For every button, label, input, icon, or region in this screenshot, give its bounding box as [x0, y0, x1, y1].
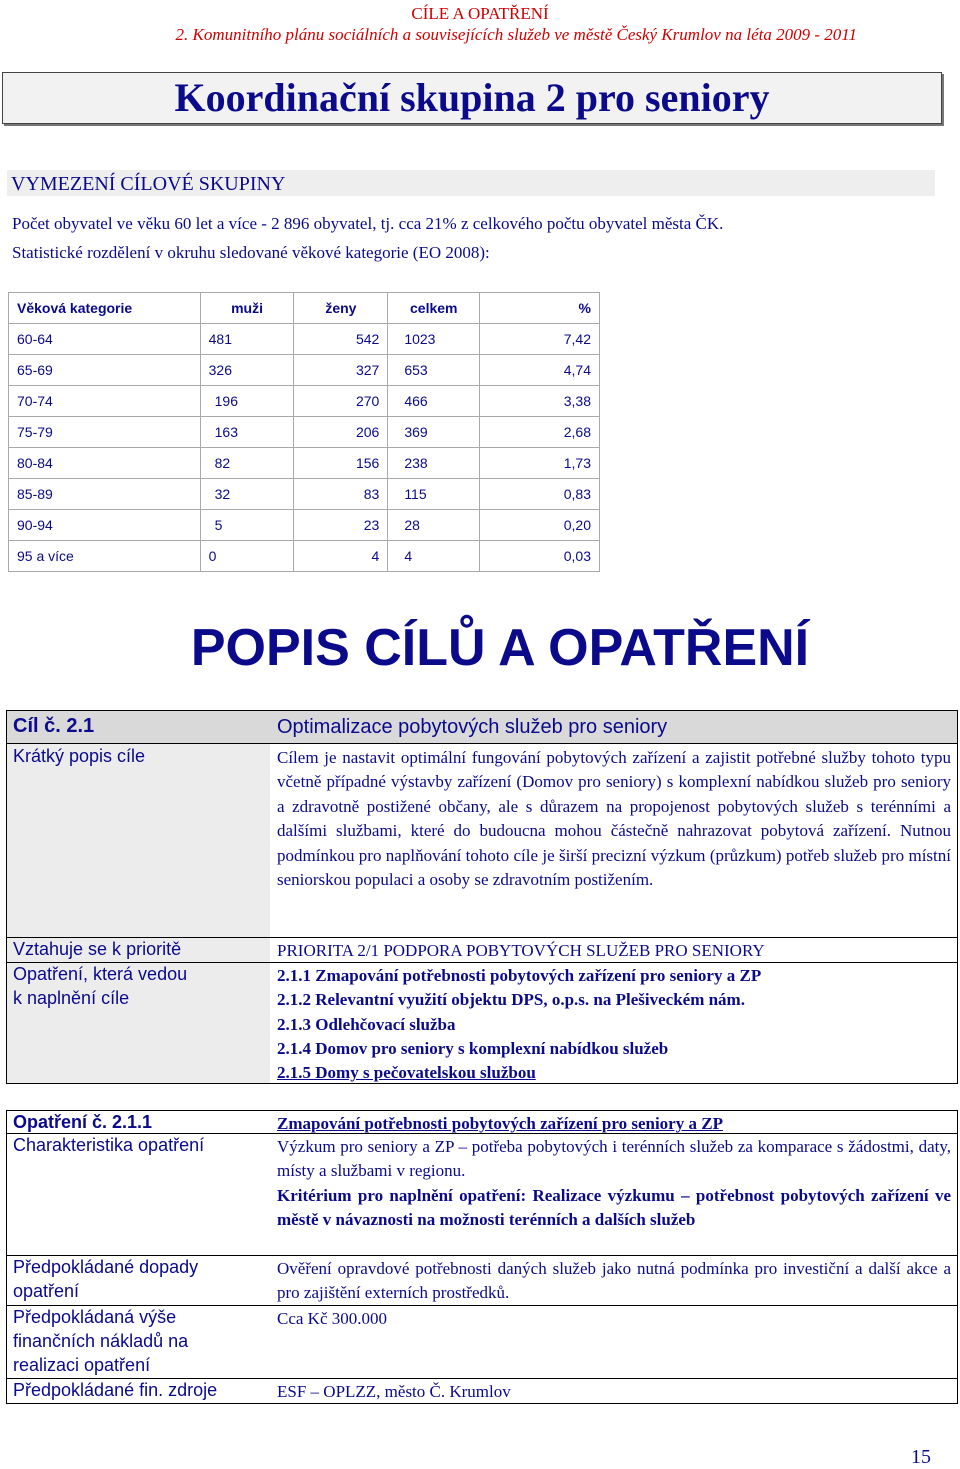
impact-label-1: Předpokládané dopady: [13, 1257, 199, 1277]
source-value: ESF – OPLZZ, město Č. Krumlov: [277, 1382, 511, 1401]
divider: [7, 937, 957, 938]
cell: 85-89: [9, 479, 201, 510]
cell: 206: [294, 417, 388, 448]
table-row: [9, 448, 600, 479]
header-women: ženy: [294, 293, 388, 324]
table-header-row: [9, 293, 600, 324]
cell: 82: [200, 448, 294, 479]
table-row: [9, 510, 600, 541]
cell: 0: [200, 541, 294, 572]
cell: 4: [294, 541, 388, 572]
cell: 23: [294, 510, 388, 541]
measure-item: 2.1.3 Odlehčovací služba: [277, 1015, 456, 1034]
measure-name: Zmapování potřebnosti pobytových zařízení pro seniory a ZP: [277, 1114, 723, 1133]
cell: 0,03: [480, 541, 600, 572]
measure-item: 2.1.1 Zmapování potřebnosti pobytových zařízení pro seniory a ZP: [277, 966, 762, 985]
source-label: Předpokládané fin. zdroje: [13, 1380, 218, 1400]
section-heading: VYMEZENÍ CÍLOVÉ SKUPINY: [7, 170, 935, 196]
running-header-title: CÍLE A OPATŘENÍ: [411, 4, 549, 23]
page-title: Koordinační skupina 2 pro seniory: [2, 72, 942, 124]
cell: 4,74: [480, 355, 600, 386]
cell: 466: [388, 386, 480, 417]
header-total: celkem: [388, 293, 480, 324]
cell: 83: [294, 479, 388, 510]
table-row: [9, 324, 600, 355]
age-statistics-table: [8, 292, 600, 572]
cell: 270: [294, 386, 388, 417]
goal-desc-label: Krátký popis cíle: [13, 746, 146, 766]
divider: [7, 1255, 957, 1256]
characteristic-text: Výzkum pro seniory a ZP – potřeba pobytových i terénních služeb za komparace s žádostmi, daty, místy a službami v regionu.: [277, 1137, 951, 1181]
cell: 369: [388, 417, 480, 448]
cost-value: Cca Kč 300.000: [277, 1309, 388, 1328]
cell: 163: [200, 417, 294, 448]
statistics-intro: Statistické rozdělení v okruhu sledované věkové kategorie (EO 2008):: [12, 243, 490, 262]
cell: 653: [388, 355, 480, 386]
measures-label-2: k naplnění cíle: [13, 988, 130, 1008]
table-row: [9, 541, 600, 572]
cell: 2,68: [480, 417, 600, 448]
cell: 1023: [388, 324, 480, 355]
goal-description: Cílem je nastavit optimální fungování pobytových zařízení a zajistit potřebné služby tohoto typu včetně případné výstavby zařízení (Domov pro seniory) s komplexní nabídkou služeb pro seniory a zdravotně postižené občany, ale s důrazem na propojenost pobytových služeb s terénními a dalšími službami, které do budoucna mohou částečně nahrazovat pobytová zařízení. Nutnou podmínkou pro naplňování tohoto cíle je širší precizní výzkum (průzkum) potřeb služeb pro místní seniorskou populaci a osoby se zdravotním postižením.: [277, 748, 951, 890]
cell: 32: [200, 479, 294, 510]
measure-number: Opatření č. 2.1.1: [13, 1112, 153, 1132]
cell: 327: [294, 355, 388, 386]
divider: [7, 1378, 957, 1379]
cell: 326: [200, 355, 294, 386]
goals-title: POPIS CÍLŮ A OPATŘENÍ: [190, 619, 810, 677]
header-percent: %: [480, 293, 600, 324]
cell: 542: [294, 324, 388, 355]
table-row: [9, 386, 600, 417]
goal-name: Optimalizace pobytových služeb pro seniory: [277, 716, 668, 738]
cell: 28: [388, 510, 480, 541]
cell: 60-64: [9, 324, 201, 355]
cell: 4: [388, 541, 480, 572]
measures-label-1: Opatření, která vedou: [13, 964, 188, 984]
goal-card: [6, 710, 958, 1084]
cell: 481: [200, 324, 294, 355]
cell: 0,83: [480, 479, 600, 510]
priority-label: Vztahuje se k prioritě: [13, 939, 182, 959]
divider: [7, 962, 957, 963]
cell: 95 a více: [9, 541, 201, 572]
impact-text: Ověření opravdové potřebnosti daných služeb jako nutná podmínka pro investiční a další akce a pro zajištění externích prostředků.: [277, 1259, 951, 1303]
cell: 70-74: [9, 386, 201, 417]
measure-item: 2.1.4 Domov pro seniory s komplexní nabídkou služeb: [277, 1039, 669, 1058]
cell: 156: [294, 448, 388, 479]
cell: 196: [200, 386, 294, 417]
cell: 90-94: [9, 510, 201, 541]
impact-label-2: opatření: [13, 1281, 80, 1301]
cell: 80-84: [9, 448, 201, 479]
cell: 3,38: [480, 386, 600, 417]
goal-number: Cíl č. 2.1: [13, 715, 95, 737]
cell: 5: [200, 510, 294, 541]
cost-label-1: Předpokládaná výše: [13, 1307, 177, 1327]
page-number: 15: [911, 1446, 931, 1468]
divider: [7, 1305, 957, 1306]
population-intro: Počet obyvatel ve věku 60 let a více - 2 896 obyvatel, tj. cca 21% z celkového počtu obyvatel města ČK.: [12, 214, 724, 233]
criterion-text: Kritérium pro naplnění opatření: Realizace výzkumu – potřebnost pobytových zařízení ve městě v návaznosti na možnosti terénních a dalších služeb: [277, 1186, 951, 1230]
cell: 0,20: [480, 510, 600, 541]
cell: 7,42: [480, 324, 600, 355]
table-row: [9, 417, 600, 448]
cell: 65-69: [9, 355, 201, 386]
measure-item: 2.1.5 Domy s pečovatelskou službou: [277, 1063, 536, 1082]
measure-card: [6, 1110, 958, 1404]
priority-value: PRIORITA 2/1 PODPORA POBYTOVÝCH SLUŽEB PRO SENIORY: [277, 941, 765, 960]
header-men: muži: [200, 293, 294, 324]
cell: 75-79: [9, 417, 201, 448]
divider: [7, 1133, 957, 1134]
measure-item: 2.1.2 Relevantní využití objektu DPS, o.p.s. na Plešiveckém nám.: [277, 990, 745, 1009]
cost-label-3: realizaci opatření: [13, 1355, 151, 1375]
divider: [7, 743, 957, 744]
cell: 238: [388, 448, 480, 479]
characteristic-label: Charakteristika opatření: [13, 1135, 205, 1155]
cell: 1,73: [480, 448, 600, 479]
header-age: Věková kategorie: [9, 293, 201, 324]
running-header-subtitle: 2. Komunitního plánu sociálních a souvisejících služeb ve městě Český Krumlov na léta 2009 - 2011: [175, 25, 857, 44]
table-row: [9, 479, 600, 510]
table-row: [9, 355, 600, 386]
cell: 115: [388, 479, 480, 510]
cost-label-2: finančních nákladů na: [13, 1331, 189, 1351]
